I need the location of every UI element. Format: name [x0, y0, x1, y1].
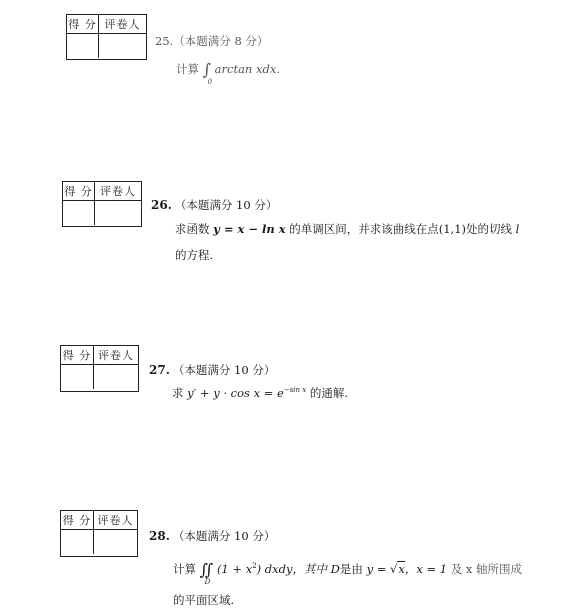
question-28-header [149, 528, 275, 544]
question-26-header [151, 197, 277, 213]
text: 的方程. [175, 248, 214, 262]
grader-cell [94, 365, 138, 389]
question-28-line2 [173, 595, 234, 607]
question-26-line2 [175, 250, 213, 262]
score-header: 得 分 [61, 511, 94, 530]
question-number: 25. [155, 34, 174, 48]
text: 计算 [173, 562, 196, 576]
function-expr: y = x − ln x [213, 222, 286, 236]
text: 处的切线 [466, 222, 512, 236]
sqrt-arg: x [398, 562, 405, 576]
double-integral-icon: ∬ D [199, 560, 214, 586]
sqrt-icon: √ [390, 562, 398, 576]
question-points: （本题满分 10 分） [172, 529, 276, 543]
text: 求 [172, 385, 184, 400]
question-26-line1 [175, 224, 519, 236]
text: 的通解. [309, 385, 349, 400]
point-coords: (1,1) [438, 222, 466, 236]
exponent: −sin x [283, 386, 307, 394]
score-header: 得 分 [67, 15, 99, 34]
score-box-q28 [60, 510, 138, 557]
equation: y = [366, 562, 391, 576]
score-header: 得 分 [63, 182, 95, 201]
score-cell [67, 34, 99, 58]
question-number: 26. [151, 198, 172, 212]
integral-icon: ∫ 0 [202, 60, 213, 86]
question-points: （本题满分 10 分） [172, 363, 276, 377]
grader-header: 评卷人 [94, 511, 137, 530]
grader-header: 评卷人 [95, 182, 141, 201]
text: 的平面区域. [173, 593, 235, 607]
score-cell [61, 365, 94, 389]
question-28-line1 [173, 560, 523, 586]
tangent-line-var: l [515, 222, 520, 236]
question-25-header [155, 33, 268, 49]
text: 求函数 [175, 222, 210, 236]
score-cell [63, 201, 95, 225]
integrand: (1 + x [216, 562, 253, 576]
score-box-q26 [62, 181, 142, 227]
prefix: 计算 [176, 62, 199, 76]
region-var: D [330, 562, 340, 576]
integrand: arctan xdx. [214, 62, 280, 76]
text: 是由 [339, 562, 363, 576]
question-27-header [149, 362, 275, 378]
question-number: 28. [149, 529, 170, 543]
grader-header: 评卷人 [99, 15, 146, 34]
grader-cell [95, 201, 141, 225]
question-points: （本题满分 8 分） [173, 34, 269, 48]
equation: y′ + y · cos x = e [187, 385, 284, 400]
question-points: （本题满分 10 分） [174, 198, 278, 212]
exponent: 2 [252, 562, 257, 571]
question-number: 27. [149, 363, 170, 377]
grader-header: 评卷人 [94, 346, 138, 365]
score-header: 得 分 [61, 346, 94, 365]
question-25-text [176, 60, 280, 86]
text: 的单调区间，并求该曲线在点 [289, 222, 439, 236]
question-27-text [172, 387, 348, 399]
score-box-q27 [60, 345, 139, 392]
integrand: ) dxdy，其中 [256, 562, 328, 576]
equation: ，x = 1 [404, 562, 448, 576]
text: 及 x 轴所围成 [450, 562, 523, 576]
score-cell [61, 530, 94, 554]
score-box-q25 [66, 14, 147, 60]
grader-cell [94, 530, 137, 554]
grader-cell [99, 34, 146, 58]
